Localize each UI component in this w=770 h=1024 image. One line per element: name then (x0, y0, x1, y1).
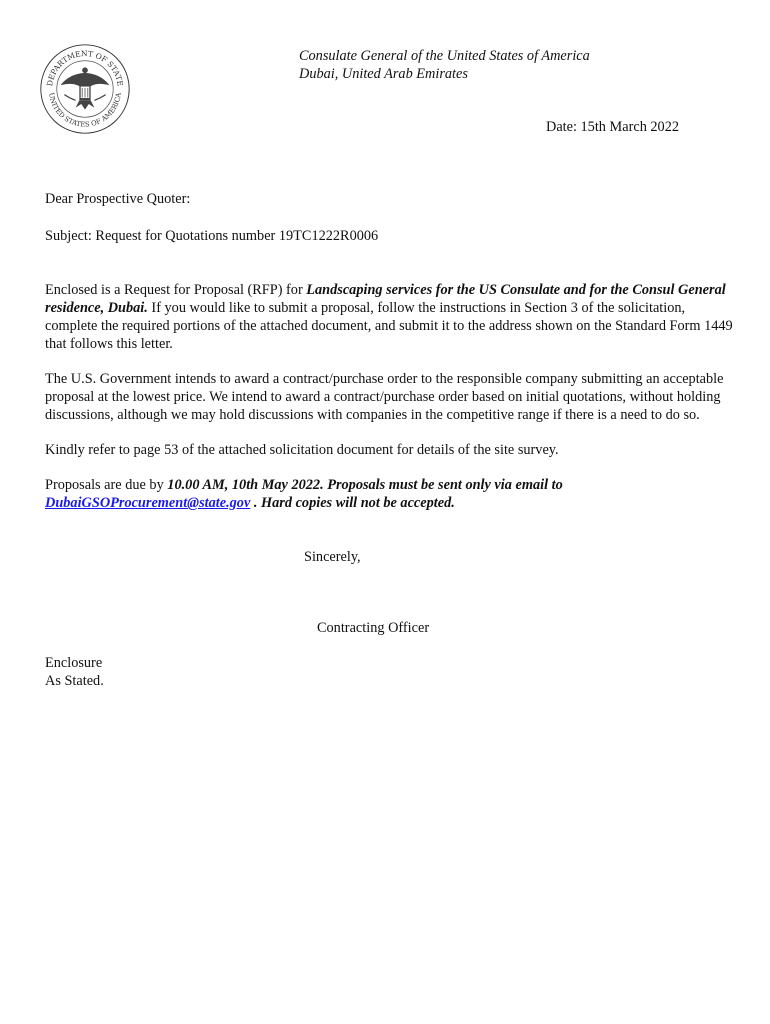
rfp-intro: Enclosed is a Request for Proposal (RFP) for (45, 282, 307, 298)
closing: Sincerely, (304, 549, 361, 565)
letter-body (45, 190, 735, 529)
deadline-intro: Proposals are due by (45, 477, 168, 493)
department-of-state-seal (38, 42, 132, 136)
letter-date: Date: 15th March 2022 (546, 119, 680, 135)
hard-copy-notice: . Hard copies will not be accepted. (250, 495, 455, 511)
letterhead (299, 47, 590, 83)
svg-text:DEPARTMENT OF STATE: DEPARTMENT OF STATE (45, 49, 125, 87)
letterhead-line-1: Consulate General of the United States of America (299, 48, 590, 64)
rfp-title: Landscaping services for the US Consulate and for the Consul General residence, Dubai. (45, 282, 726, 316)
paragraph-deadline (45, 476, 735, 512)
salutation: Dear Prospective Quoter: (45, 191, 191, 207)
enclosure-note (45, 654, 104, 690)
paragraph-site-survey: Kindly refer to page 53 of the attached solicitation document for details of the site survey. (45, 442, 559, 458)
paragraph-award: The U.S. Government intends to award a contract/purchase order to the responsible company submitting an acceptable proposal at the lowest price. We intend to award a contract/purchase order based on initial quotations, without holding discussions, although we may hold discussions with companies in the competitive range if there is a need to do so. (45, 371, 724, 423)
procurement-email-link[interactable]: DubaiGSOProcurement@state.gov (45, 495, 251, 511)
subject-line: Subject: Request for Quotations number 19TC1222R0006 (45, 228, 379, 244)
paragraph-rfp (45, 281, 735, 353)
deadline-details: 10.00 AM, 10th May 2022. Proposals must be sent only via email to (167, 477, 563, 493)
letterhead-line-2: Dubai, United Arab Emirates (299, 66, 468, 82)
enclosure-label: Enclosure (45, 655, 103, 671)
enclosure-detail: As Stated. (45, 673, 104, 689)
rfp-instructions: If you would like to submit a proposal, follow the instructions in Section 3 of the solicitation, complete the required portions of the attached document, and submit it to the address shown on the Standard Form 1449 that follows this letter. (45, 300, 733, 352)
signer-title: Contracting Officer (317, 620, 430, 636)
svg-text:UNITED STATES OF AMERICA: UNITED STATES OF AMERICA (47, 92, 123, 129)
